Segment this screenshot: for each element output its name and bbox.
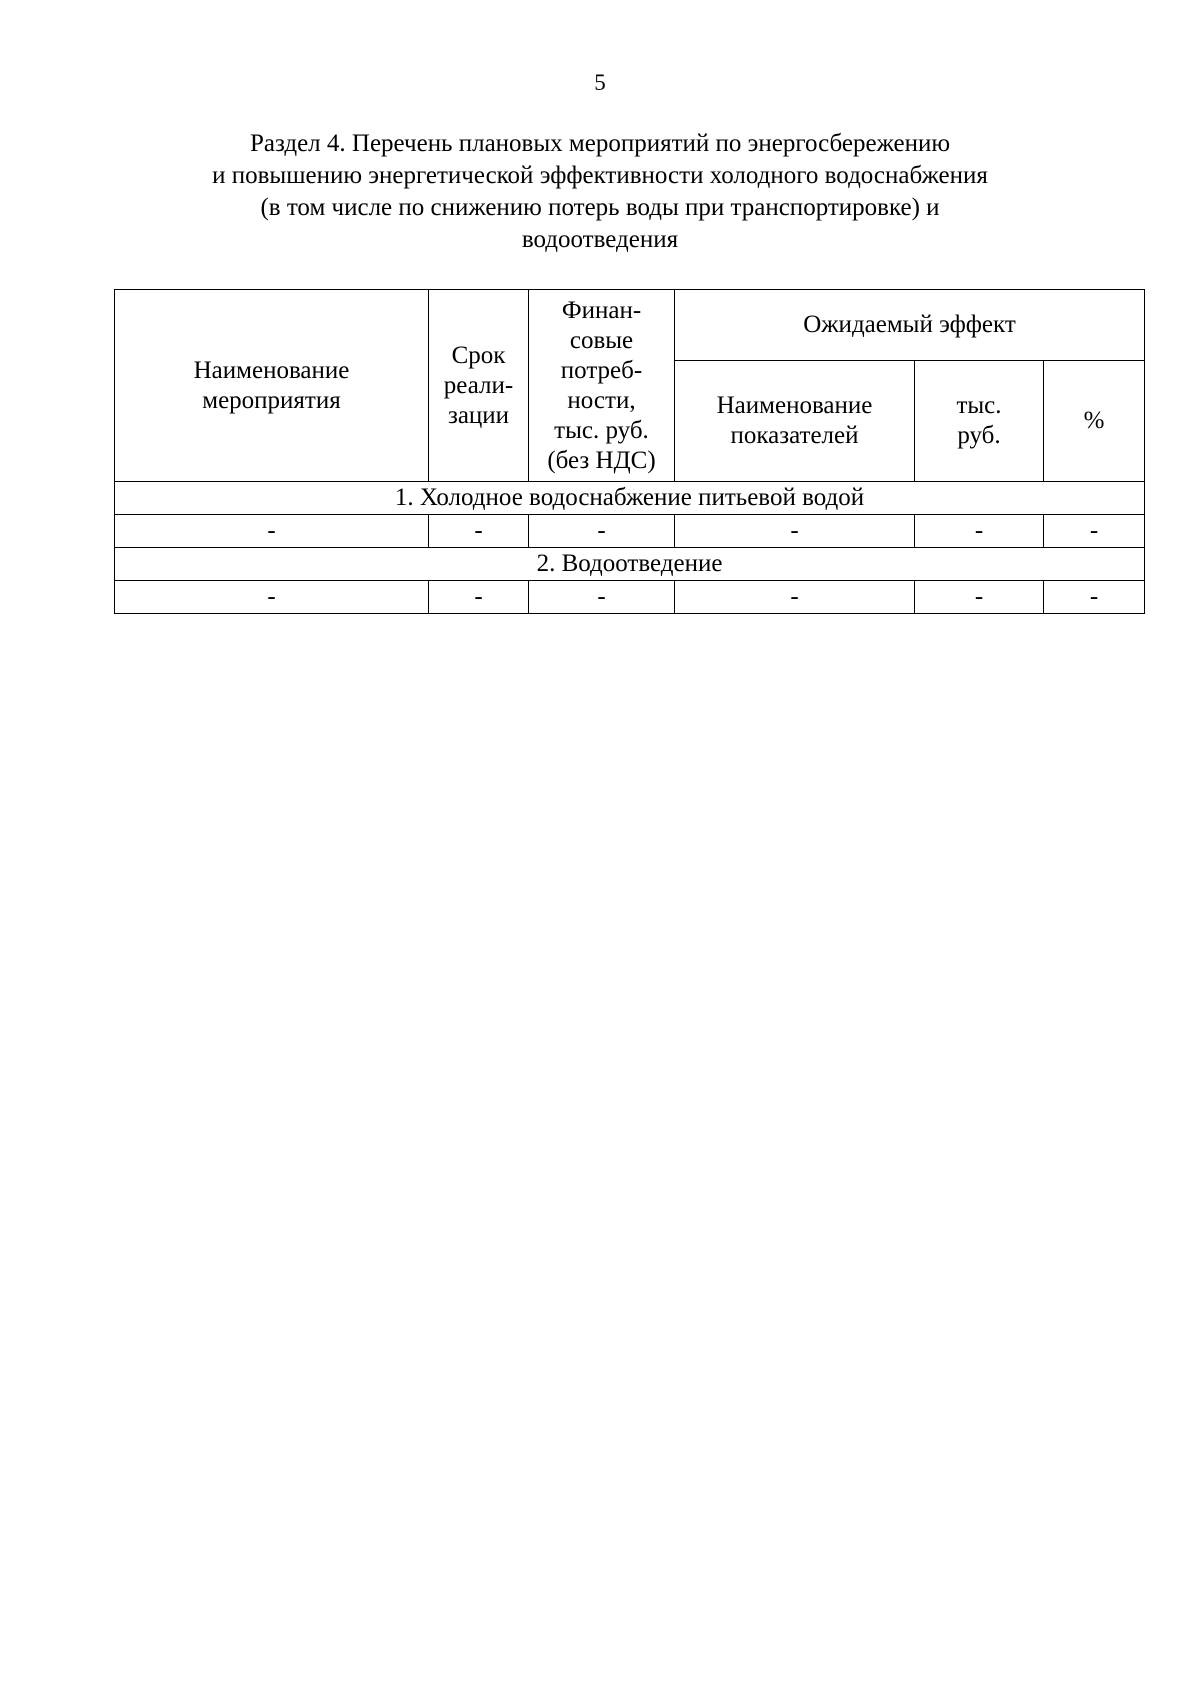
section-title-cell: 2. Водоотведение <box>115 548 1145 581</box>
cell-term: - <box>429 581 529 614</box>
cell-measure-name: - <box>115 515 429 548</box>
header-percent: % <box>1044 361 1145 482</box>
header-thousand-rub: тыс. руб. <box>915 361 1044 482</box>
cell-percent: - <box>1044 581 1145 614</box>
header-term: Срок реали- зации <box>429 290 529 482</box>
section-row-cold-water <box>115 482 1145 515</box>
cell-term: - <box>429 515 529 548</box>
cell-indicators: - <box>675 581 915 614</box>
cell-percent: - <box>1044 515 1145 548</box>
title-line-2: и повышению энергетической эффективности холодного водоснабжения <box>212 162 988 189</box>
table-row <box>115 515 1145 548</box>
header-measure-name: Наименование мероприятия <box>115 290 429 482</box>
title-line-3: (в том числе по снижению потерь воды при транспортировке) и <box>260 194 940 221</box>
cell-measure-name: - <box>115 581 429 614</box>
measures-table <box>114 289 1145 614</box>
cell-finance: - <box>529 515 675 548</box>
header-finance: Финан- совые потреб- ности, тыс. руб. (без НДС) <box>529 290 675 482</box>
section-title-cell: 1. Холодное водоснабжение питьевой водой <box>115 482 1145 515</box>
title-line-4: водоотведения <box>521 226 679 253</box>
section-title <box>0 128 1200 256</box>
header-indicators: Наименование показателей <box>675 361 915 482</box>
page-number: 5 <box>594 70 606 95</box>
section-row-wastewater <box>115 548 1145 581</box>
title-line-1: Раздел 4. Перечень плановых мероприятий по энергосбережению <box>249 130 951 157</box>
cell-thousand-rub: - <box>915 515 1044 548</box>
table-row <box>115 581 1145 614</box>
cell-thousand-rub: - <box>915 581 1044 614</box>
header-expected-effect: Ожидаемый эффект <box>675 290 1145 361</box>
cell-finance: - <box>529 581 675 614</box>
cell-indicators: - <box>675 515 915 548</box>
